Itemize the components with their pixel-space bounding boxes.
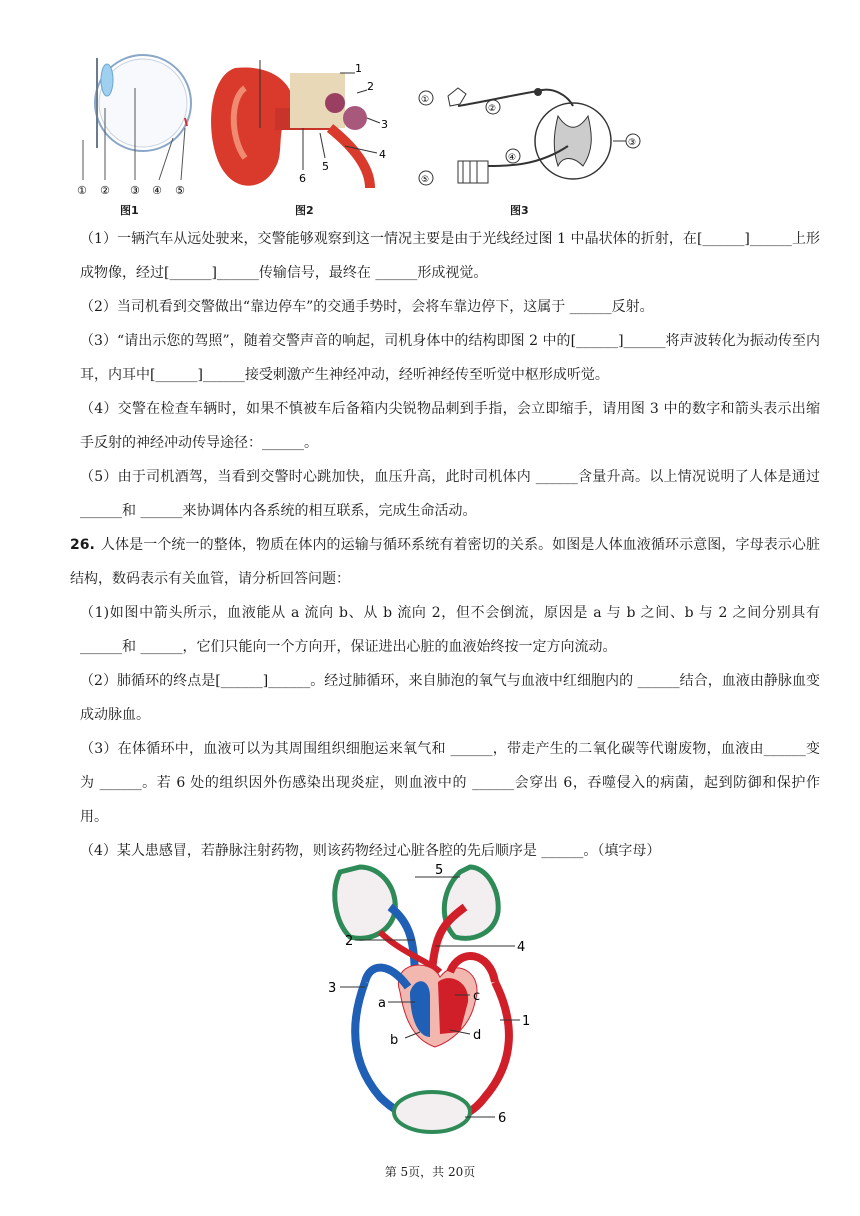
- circ-label: 3: [328, 981, 337, 996]
- fig2-label: 4: [379, 148, 386, 161]
- page-footer: 第 5页，共 20页: [384, 1165, 476, 1179]
- reflex-arc-diagram: [418, 86, 648, 196]
- blood-circulation-diagram: [320, 862, 540, 1142]
- circ-label: b: [390, 1033, 399, 1048]
- question-number: 26.: [70, 537, 95, 553]
- figure-row: [70, 48, 790, 218]
- circ-label: 2: [345, 934, 354, 949]
- q25-part4: （4）交警在检查车辆时，如果不慎被车后备箱内尖锐物品刺到手指，会立即缩手，请用图 3 中的数字和箭头表示出缩手反射的神经冲动传导途径：______。: [80, 401, 820, 451]
- circ-label: d: [473, 1028, 482, 1043]
- fig2-label: 3: [381, 118, 388, 131]
- fig3-label: ②: [488, 104, 497, 114]
- q26-part3: （3）在体循环中，血液可以为其周围组织细胞运来氧气和 ______，带走产生的二氧化碳等代谢废物，血液由______变为 ______。若 6 处的组织因外伤感染出现炎症，则血液中的 ______会穿出 6，吞噬侵入的病菌，起到防御和保护作用。: [80, 741, 820, 825]
- fig1-label: ⑤: [175, 184, 185, 197]
- fig3-label: ⑤: [421, 175, 430, 185]
- circ-label: c: [473, 989, 481, 1004]
- q26-intro-block: [70, 528, 820, 596]
- q25-part3: （3）“请出示您的驾照”，随着交警声音的响起，司机身体中的结构即图 2 中的[______]______将声波转化为振动传至内耳，内耳中[______]______接受刺激产生神经冲动，经听神经传至听觉中枢形成听觉。: [80, 333, 820, 383]
- circ-label: 6: [498, 1111, 507, 1126]
- q25-part2: （2）当司机看到交警做出“靠边停车”的交通手势时，会将车靠边停下，这属于 ______反射。: [80, 299, 654, 315]
- q25-part1: （1）一辆汽车从远处驶来，交警能够观察到这一情况主要是由于光线经过图 1 中晶状体的折射，在[______]______上形成物像，经过[______]______传输信号，最终在 ______形成视觉。: [80, 231, 820, 281]
- q26-part4: （4）某人患感冒，若静脉注射药物，则该药物经过心脏各腔的先后顺序是 ______。（填字母）: [80, 843, 661, 859]
- q26-intro: 人体是一个统一的整体，物质在体内的运输与循环系统有着密切的关系。如图是人体血液循环示意图，字母表示心脏结构，数码表示有关血管，请分析回答问题：: [70, 537, 820, 587]
- fig1-caption: 图1: [120, 204, 139, 217]
- fig3-label: ①: [421, 95, 430, 105]
- fig3-caption: 图3: [510, 204, 529, 217]
- eye-diagram: [75, 48, 195, 198]
- fig2-label: 6: [299, 172, 306, 185]
- fig2-label: 2: [367, 80, 374, 93]
- circ-label: 5: [435, 863, 444, 878]
- fig3-label: ④: [508, 153, 517, 163]
- fig1-label: ②: [100, 184, 110, 197]
- q26-part1: （1)如图中箭头所示，血液能从 a 流向 b、从 b 流向 2，但不会倒流，原因是 a 与 b 之间、b 与 2 之间分别具有 ______和 ______，它们只能向一个方向开，保证进出心脏的血液始终按一定方向流动。: [80, 605, 820, 655]
- q26-part2: （2）肺循环的终点是[______]______。经过肺循环，来自肺泡的氧气与血液中红细胞内的 ______结合，血液由静脉血变成动脉血。: [80, 673, 820, 723]
- fig3-label: ③: [628, 138, 637, 148]
- fig1-label: ③: [130, 184, 140, 197]
- fig2-label: 1: [355, 62, 362, 75]
- fig1-label: ④: [152, 184, 162, 197]
- fig2-caption: 图2: [295, 204, 314, 217]
- q25-part5: （5）由于司机酒驾，当看到交警时心跳加快，血压升高，此时司机体内 ______含量升高。以上情况说明了人体是通过 ______和 ______来协调体内各系统的相互联系，完成生命活动。: [80, 469, 820, 519]
- ear-diagram: [205, 58, 405, 198]
- fig2-label: 5: [322, 160, 329, 173]
- circ-label: 1: [522, 1014, 531, 1029]
- fig1-label: ①: [77, 184, 87, 197]
- circ-label: a: [378, 996, 386, 1011]
- circ-label: 4: [517, 940, 526, 955]
